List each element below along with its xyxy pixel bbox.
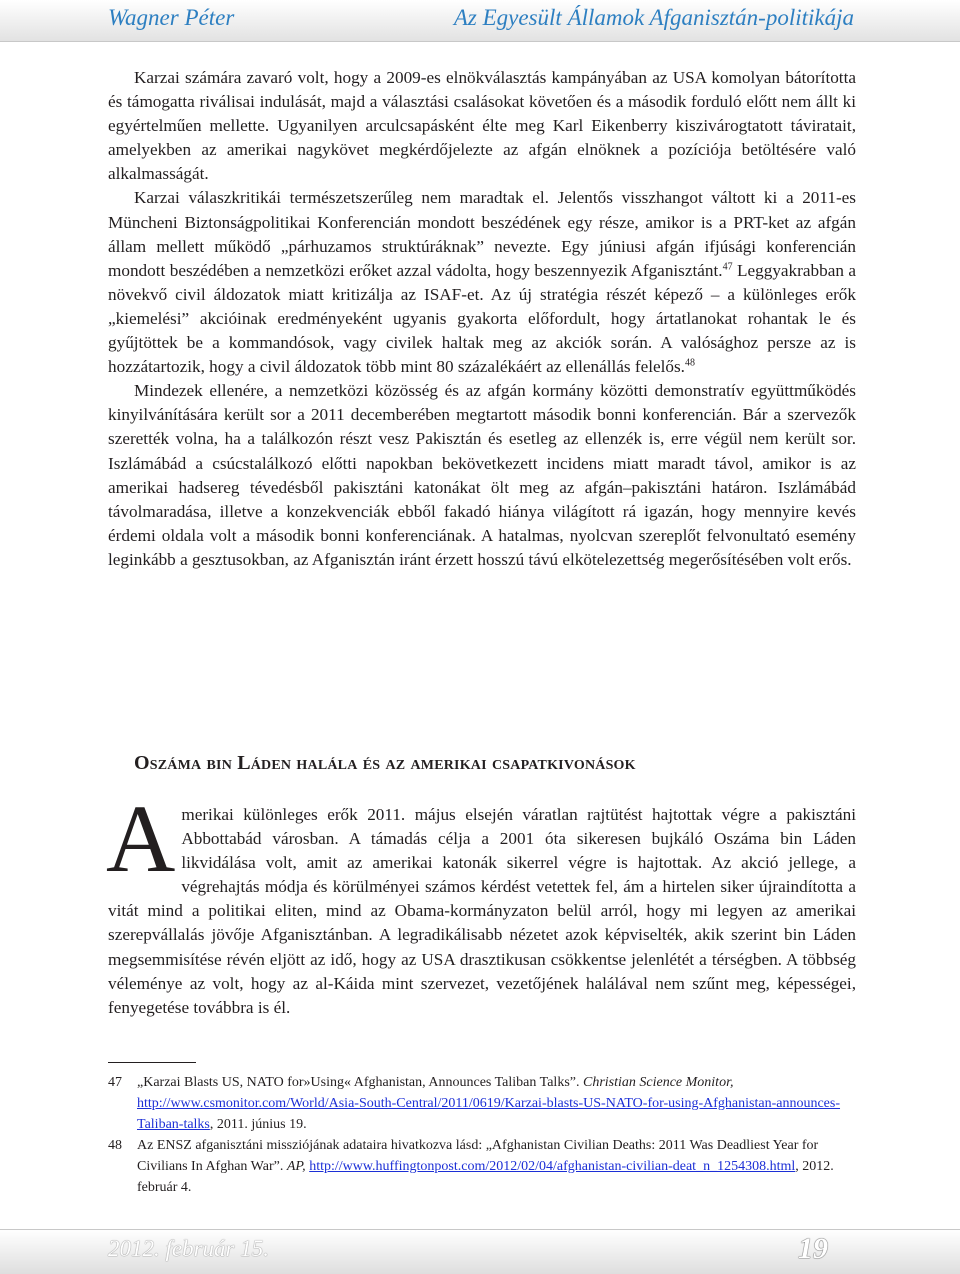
paragraph-3-text: Mindezek ellenére, a nemzetközi közösség és az afgán kormány közötti demonstratív együttműködés kinyilvánítására került sor a 2011 decemberében megtartott második bonni konferencián. Bár a szervezők szerették volna, ha a találkozón részt vesz Pakisztán és esetleg az ellenzék is, erre végül nem került sor. Iszlámábád a csúcstalálkozó előtti napokban bekövetkezett incidens miatt maradt távol, amikor is az amerikai hadsereg tévedésből pakisztáni katonákat ölt meg az afgán–pakisztáni határon. Iszlámábád távolmaradása, illetve a konzekvenciák ebből fakadó hiánya világított rá igazán, hogy mennyire kevés érdemi oldala volt a második bonni konferenciának. A hatalmas, nyolcvan szereplőt felvonultató esemény leginkább a gesztusokban, az Afganisztán iránt érzett hosszú távú elkötelezettség megerősítésében volt erős. bbox=[108, 381, 856, 569]
footnote-47 bbox=[108, 1072, 856, 1135]
paragraph-1-text: Karzai számára zavaró volt, hogy a 2009-es elnökválasztás kampányában az USA komolyan bátorította és támogatta riválisai indulását, majd a választási csalásokat követően és a második forduló előtt nem állt ki egyértelműen mellette. Ugyanilyen arculcsapásként élte meg Karl Eikenberry kiszivárogtatott táviratait, amelyekben az amerikai nagykövet megkérdőjelezte az afgán elnöknek a pozíciója betöltésére való alkalmasságát. bbox=[108, 68, 856, 184]
footnote-ref-48[interactable]: 48 bbox=[684, 357, 695, 369]
section-paragraph: merikai különleges erők 2011. május elsején váratlan rajtütést hajtottak végre a pakisztáni Abbottabád városban. A támadás célja a 2001 óta sikeresen bujkáló Oszáma bin Láden likvidálása volt, amit az amerikai katonák sikerrel végre is hajtottak. Az akció jellege, a végrehajtás módja és körülményei számos kérdést vetettek fel, ám a hirtelen siker újraindította a vitát mind a politikai eliten, mind az Obama-kormányzaton belül arról, hogy mi legyen az amerikai szerepvállalás jövője Afganisztánban. A legradikálisabb nézetet azok képviselték, akik szerint bin Láden megsemmisítése révén eljött az idő, hogy az USA drasztikusan csökkentse jelenlétét a térségben. A többség véleménye az volt, hogy az al-Káida mint szervezet, vezetőjének halálával nem szűnt meg, képességei, fenyegetése továbbra is él. bbox=[108, 805, 856, 1017]
running-header bbox=[0, 0, 960, 42]
header-author: Wagner Péter bbox=[108, 5, 235, 30]
footnote-link[interactable]: http://www.huffingtonpost.com/2012/02/04/afghanistan-civilian-deat_n_1254308.html bbox=[309, 1159, 796, 1174]
running-footer bbox=[0, 1229, 960, 1274]
footnote-source: AP, bbox=[286, 1159, 306, 1174]
paragraph-3 bbox=[108, 379, 856, 572]
footnote-48 bbox=[108, 1135, 856, 1198]
section-body bbox=[106, 785, 856, 1020]
header-title: Az Egyesült Államok Afganisztán-politikája bbox=[453, 5, 854, 30]
footnote-ref-47[interactable]: 47 bbox=[722, 261, 733, 273]
footnote-text: „Karzai Blasts US, NATO for»Using« Afghanistan, Announces Taliban Talks”. bbox=[137, 1075, 583, 1090]
footnote-date: , 2011. június 19. bbox=[209, 1117, 307, 1132]
paragraph-2-text-b: Leggyakrabban a növekvő civil áldozatok miatt kritizálja az ISAF-et. Az új stratégia részét képező – a különleges erők „kiemelési” akcióinak eredményeként ugyanis gyakorta előfordult, hogy ártatlanokat rohantak le és gyűjtöttek be a kommandósok, vagy civilek haltak meg az akciók során. A valósághoz persze az is hozzátartozik, hogy a civil áldozatok több mint 80 százalékáért az ellenállás felelős. bbox=[108, 260, 856, 377]
footnote-date: , 2012. február 4. bbox=[137, 1159, 834, 1195]
page-number: 19 bbox=[798, 1232, 828, 1265]
footnote-number: 48 bbox=[108, 1138, 122, 1153]
section-heading: Oszáma bin Láden halála és az amerikai csapatkivonások bbox=[134, 752, 636, 774]
paragraph-2 bbox=[108, 186, 856, 379]
footnote-link[interactable]: http://www.csmonitor.com/World/Asia-South-Central/2011/0619/Karzai-blasts-US-NATO-for-using-Afghanistan-announces-Taliban-talks bbox=[137, 1096, 841, 1132]
footnote-text: Az ENSZ afganisztáni missziójának adataira hivatkozva lásd: „Afghanistan Civilian Deaths: 2011 Was Deadliest Year for Civilians In Afghan War”. bbox=[137, 1138, 819, 1174]
paragraph-1 bbox=[108, 66, 856, 186]
footnote-number: 47 bbox=[108, 1075, 122, 1090]
drop-cap: A bbox=[106, 785, 176, 892]
paragraph-2-text-a: Karzai válaszkritikái természetszerűleg nem maradtak el. Jelentős visszhangot váltott ki a 2011-es Müncheni Biztonságpolitikai Konferencián mondott beszédének egy része, amikor is a PRT-ket az afgán állam mellett működő „párhuzamos struktúráknak” nevezte. Egy júniusi afgán ifjúsági konferencián mondott beszédében a nemzetközi erőket azzal vádolta, hogy beszennyezik Afganisztánt. bbox=[108, 188, 856, 280]
footnotes bbox=[108, 1072, 856, 1198]
main-text bbox=[108, 66, 856, 572]
footnote-source: Christian Science Monitor, bbox=[582, 1075, 734, 1090]
footnote-divider bbox=[108, 1062, 196, 1063]
footer-date: 2012. február 15. bbox=[108, 1236, 269, 1261]
